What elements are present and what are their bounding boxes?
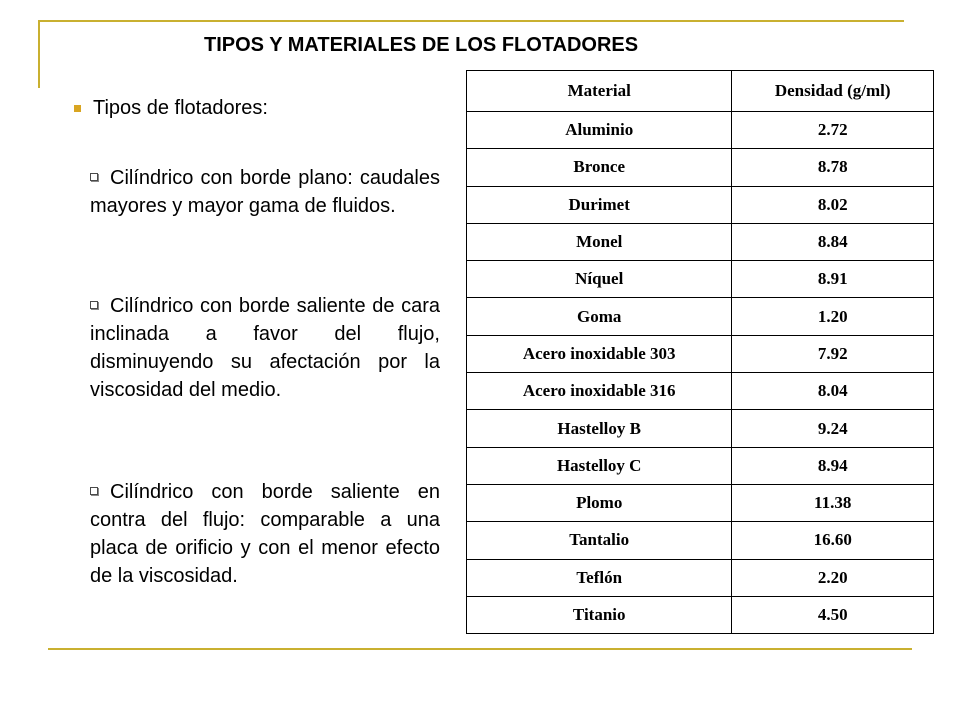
table-row [467,149,934,186]
sub-item [90,478,440,590]
density-cell: 16.60 [732,522,934,559]
sub-item [90,292,440,404]
sub-item-text: Cilíndrico con borde saliente en contra del flujo: comparable a una placa de orificio y con el menor efecto de la viscosidad. [90,481,440,587]
table-row [467,522,934,559]
header-material: Material [467,71,732,112]
table-header-row [467,71,934,112]
density-cell: 2.72 [732,112,934,149]
table-row [467,223,934,260]
density-cell: 8.94 [732,447,934,484]
density-cell: 4.50 [732,596,934,633]
slide-title: TIPOS Y MATERIALES DE LOS FLOTADORES [204,34,639,56]
left-rule [38,20,40,88]
material-cell: Acero inoxidable 303 [467,335,732,372]
bottom-rule [48,648,912,650]
table-row [467,335,934,372]
material-cell: Hastelloy B [467,410,732,447]
table-row [467,298,934,335]
square-bullet-icon [74,105,81,112]
density-cell: 1.20 [732,298,934,335]
table-row [467,410,934,447]
material-cell: Hastelloy C [467,447,732,484]
material-cell: Acero inoxidable 316 [467,373,732,410]
material-cell: Goma [467,298,732,335]
density-cell: 8.78 [732,149,934,186]
material-cell: Aluminio [467,112,732,149]
table-row [467,447,934,484]
table-row [467,596,934,633]
checkbox-bullet-icon [90,487,98,495]
table-row [467,112,934,149]
sub-item-text: Cilíndrico con borde saliente de cara inclinada a favor del flujo, disminuyendo su afectación por la viscosidad del medio. [90,295,440,401]
material-cell: Teflón [467,559,732,596]
table-row [467,373,934,410]
sub-item [90,164,440,220]
material-cell: Tantalio [467,522,732,559]
main-bullet-label: Tipos de flotadores: [93,97,268,119]
material-cell: Durimet [467,186,732,223]
table-row [467,559,934,596]
density-cell: 8.04 [732,373,934,410]
top-rule [40,20,904,22]
density-cell: 9.24 [732,410,934,447]
sub-item-text: Cilíndrico con borde plano: caudales mayores y mayor gama de fluidos. [90,167,440,217]
density-cell: 8.02 [732,186,934,223]
table-row [467,261,934,298]
checkbox-bullet-icon [90,173,98,181]
checkbox-bullet-icon [90,301,98,309]
density-cell: 11.38 [732,484,934,521]
material-cell: Bronce [467,149,732,186]
material-cell: Monel [467,223,732,260]
materials-density-table [466,70,934,634]
table-row [467,186,934,223]
density-cell: 7.92 [732,335,934,372]
material-cell: Níquel [467,261,732,298]
density-cell: 8.84 [732,223,934,260]
main-bullet [74,94,454,122]
material-cell: Titanio [467,596,732,633]
table-row [467,484,934,521]
density-cell: 8.91 [732,261,934,298]
header-density: Densidad (g/ml) [732,71,934,112]
material-cell: Plomo [467,484,732,521]
density-cell: 2.20 [732,559,934,596]
